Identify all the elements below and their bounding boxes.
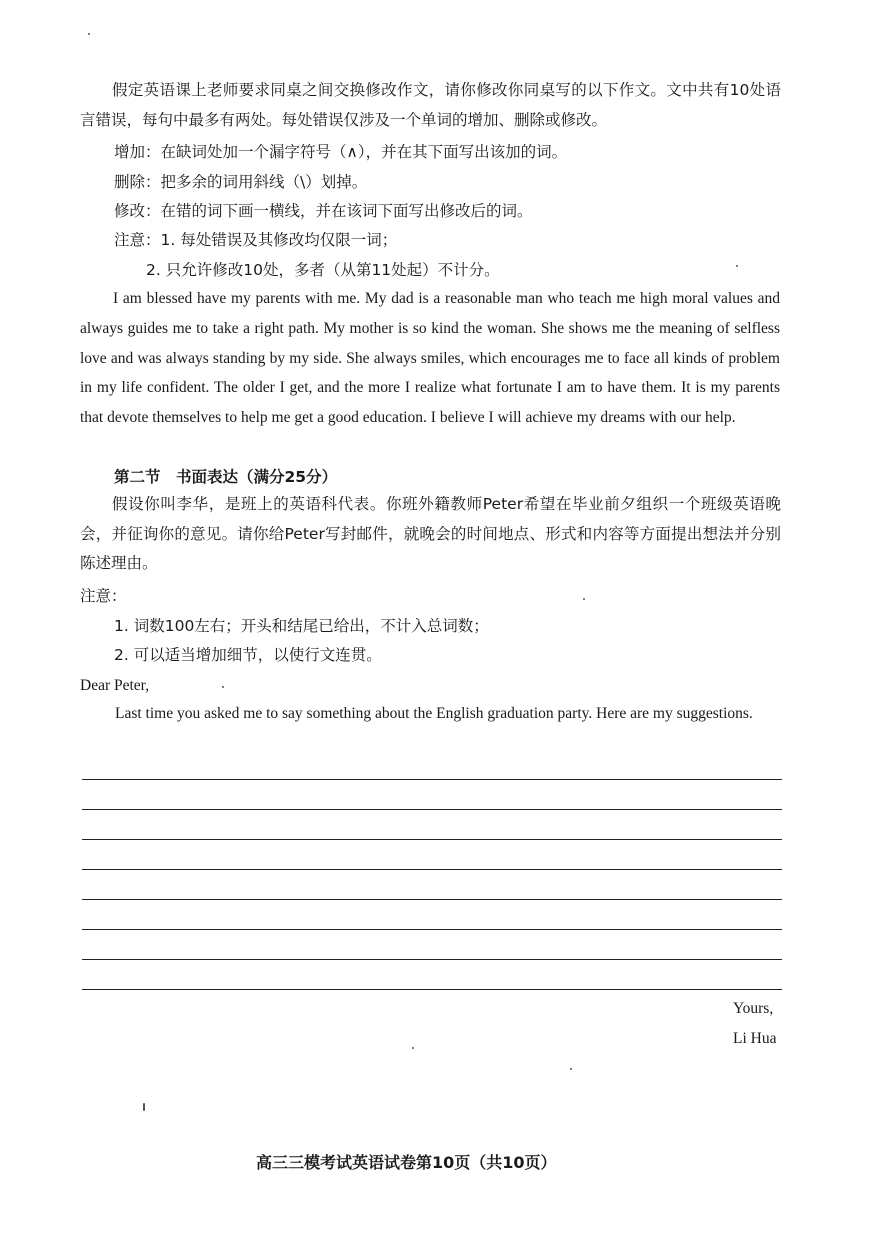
letter-closing: Yours,: [733, 1000, 774, 1017]
writing-line[interactable]: [82, 899, 782, 900]
modify-rule: 修改：在错的词下画一横线，并在该词下面写出修改后的词。: [114, 202, 533, 220]
section2-prompt: 假设你叫李华，是班上的英语科代表。你班外籍教师Peter希望在毕业前夕组织一个班级英语晚会，并征询你的意见。请你给Peter写封邮件，就晚会的时间地点、形式和内容等方面提出想法并分别陈述理由。: [80, 495, 781, 572]
section2-heading: 第二节 书面表达（满分25分）: [114, 468, 338, 486]
writing-line[interactable]: [82, 839, 782, 840]
writing-line[interactable]: [82, 929, 782, 930]
section2-note-1: 1. 词数100左右；开头和结尾已给出，不计入总词数；: [114, 617, 489, 635]
section2-notes-label: 注意：: [80, 587, 127, 605]
section2-note-2: 2. 可以适当增加细节，以使行文连贯。: [114, 646, 382, 664]
correction-note-2: 2. 只允许修改10处，多者（从第11处起）不计分。: [146, 261, 500, 279]
scan-speck: [222, 686, 224, 688]
scan-speck: [570, 1068, 572, 1070]
writing-line[interactable]: [82, 809, 782, 810]
delete-rule: 删除：把多余的词用斜线（\）划掉。: [114, 173, 368, 191]
letter-salutation: Dear Peter,: [80, 677, 150, 694]
letter-signature: Li Hua: [733, 1030, 777, 1047]
scan-speck: [583, 598, 585, 600]
writing-line[interactable]: [82, 779, 782, 780]
writing-line[interactable]: [82, 989, 782, 990]
page-footer: 高三三模考试英语试卷第10页（共10页）: [256, 1153, 557, 1172]
add-rule: 增加：在缺词处加一个漏字符号（∧），并在其下面写出该加的词。: [114, 143, 568, 161]
essay-to-correct: I am blessed have my parents with me. My dad is a reasonable man who teach me high moral values and always guides me to take a right path. My mother is so kind the woman. She shows me the meaning of selfless love and was always standing by my side. She always smiles, which encourages me to face all kinds of problem in my life confident. The older I get, and the more I realize what fortunate I am to have them. It is my parents that devote themselves to help me get a good education. I believe I will achieve my dreams with our help.: [80, 290, 780, 427]
correction-intro: 假定英语课上老师要求同桌之间交换修改作文，请你修改你同桌写的以下作文。文中共有10处语言错误，每句中最多有两处。每处错误仅涉及一个单词的增加、删除或修改。: [80, 81, 781, 129]
scan-speck: [736, 265, 738, 267]
writing-line[interactable]: [82, 959, 782, 960]
letter-opening: Last time you asked me to say something about the English graduation party. Here are my suggestions.: [115, 705, 753, 722]
correction-note-1: 注意：1. 每处错误及其修改均仅限一词；: [114, 231, 398, 249]
scan-speck: [88, 33, 90, 35]
scan-speck: [412, 1047, 414, 1049]
writing-line[interactable]: [82, 869, 782, 870]
scan-speck: [143, 1103, 145, 1111]
